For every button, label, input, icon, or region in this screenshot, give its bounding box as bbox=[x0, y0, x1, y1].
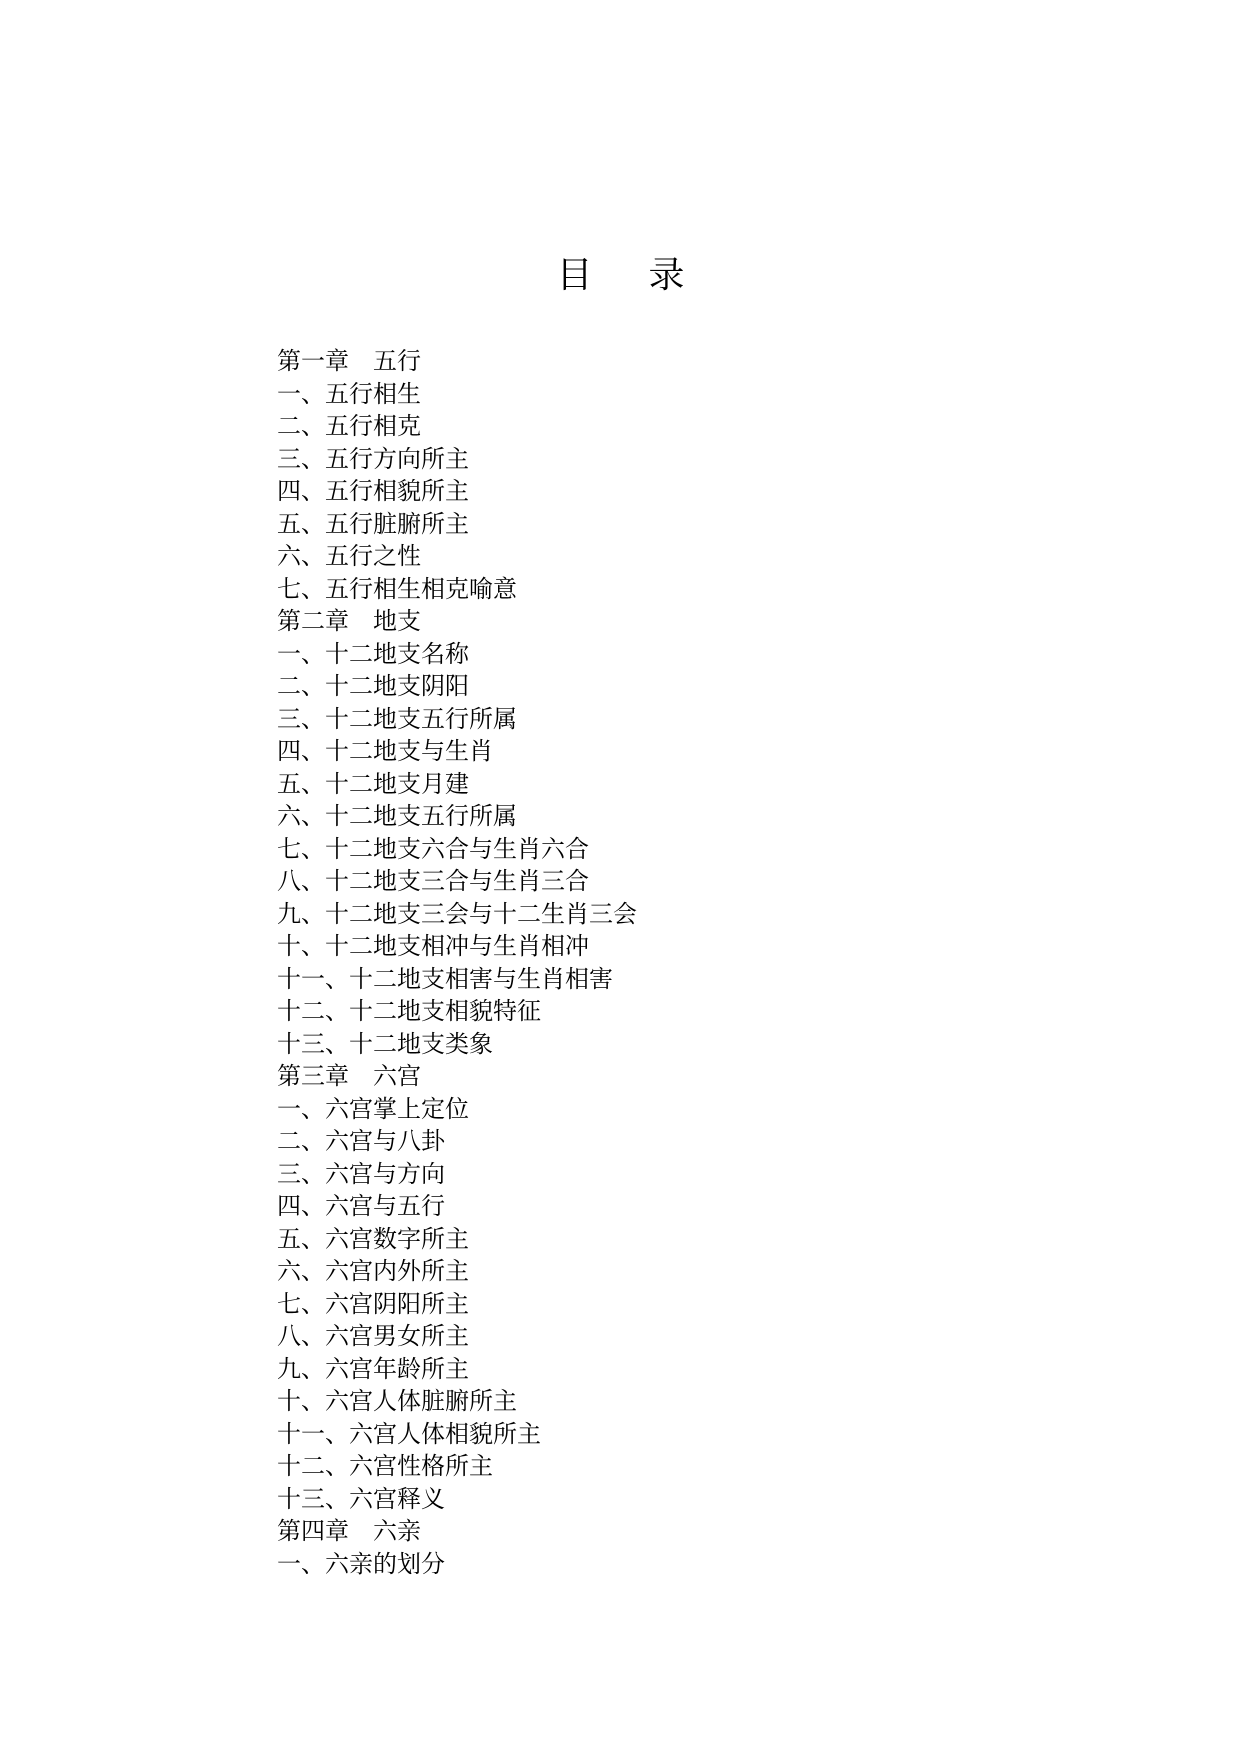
toc-entry: 四、六宫与五行 bbox=[277, 1192, 445, 1220]
toc-entry: 五、十二地支月建 bbox=[277, 769, 469, 798]
toc-entry: 三、五行方向所主 bbox=[277, 444, 469, 473]
toc-entry: 五、六宫数字所主 bbox=[277, 1224, 469, 1253]
toc-entry: 七、六宫阴阳所主 bbox=[277, 1289, 469, 1318]
toc-entry: 九、十二地支三会与十二生肖三会 bbox=[277, 899, 637, 928]
toc-entry: 二、六宫与八卦 bbox=[277, 1127, 445, 1155]
table-of-contents bbox=[277, 345, 637, 1580]
toc-chapter: 第四章 六亲 bbox=[277, 1517, 421, 1545]
toc-entry: 四、五行相貌所主 bbox=[277, 477, 469, 505]
toc-entry: 十一、十二地支相害与生肖相害 bbox=[277, 964, 613, 993]
toc-entry: 三、六宫与方向 bbox=[277, 1159, 445, 1188]
toc-chapter: 第三章 六宫 bbox=[277, 1062, 421, 1090]
toc-entry: 八、六宫男女所主 bbox=[277, 1322, 469, 1350]
toc-entry: 六、十二地支五行所属 bbox=[277, 802, 517, 830]
toc-entry: 一、六宫掌上定位 bbox=[277, 1094, 469, 1123]
toc-entry: 五、五行脏腑所主 bbox=[277, 509, 469, 538]
toc-entry: 六、六宫内外所主 bbox=[277, 1257, 469, 1285]
toc-entry: 七、十二地支六合与生肖六合 bbox=[277, 834, 589, 863]
title-char-1: 目 bbox=[556, 255, 593, 296]
toc-entry: 十三、六宫释义 bbox=[277, 1484, 445, 1513]
toc-entry: 一、五行相生 bbox=[277, 379, 421, 408]
toc-entry: 十二、十二地支相貌特征 bbox=[277, 997, 541, 1025]
toc-entry: 一、六亲的划分 bbox=[277, 1549, 445, 1578]
toc-entry: 七、五行相生相克喻意 bbox=[277, 574, 517, 603]
toc-entry: 十一、六宫人体相貌所主 bbox=[277, 1419, 541, 1448]
toc-entry: 十、六宫人体脏腑所主 bbox=[277, 1387, 517, 1415]
toc-entry: 十、十二地支相冲与生肖相冲 bbox=[277, 932, 589, 960]
page-title bbox=[0, 252, 1241, 300]
toc-entry: 二、十二地支阴阳 bbox=[277, 672, 469, 700]
toc-entry: 十二、六宫性格所主 bbox=[277, 1452, 493, 1480]
toc-entry: 四、十二地支与生肖 bbox=[277, 737, 493, 765]
toc-entry: 十三、十二地支类象 bbox=[277, 1029, 493, 1058]
toc-entry: 三、十二地支五行所属 bbox=[277, 704, 517, 733]
toc-chapter: 第一章 五行 bbox=[277, 347, 421, 375]
toc-entry: 二、五行相克 bbox=[277, 412, 421, 440]
toc-entry: 九、六宫年龄所主 bbox=[277, 1354, 469, 1383]
title-char-2: 录 bbox=[648, 255, 685, 296]
toc-entry: 八、十二地支三合与生肖三合 bbox=[277, 867, 589, 895]
toc-entry: 六、五行之性 bbox=[277, 542, 421, 570]
toc-entry: 一、十二地支名称 bbox=[277, 639, 469, 668]
toc-chapter: 第二章 地支 bbox=[277, 607, 421, 635]
